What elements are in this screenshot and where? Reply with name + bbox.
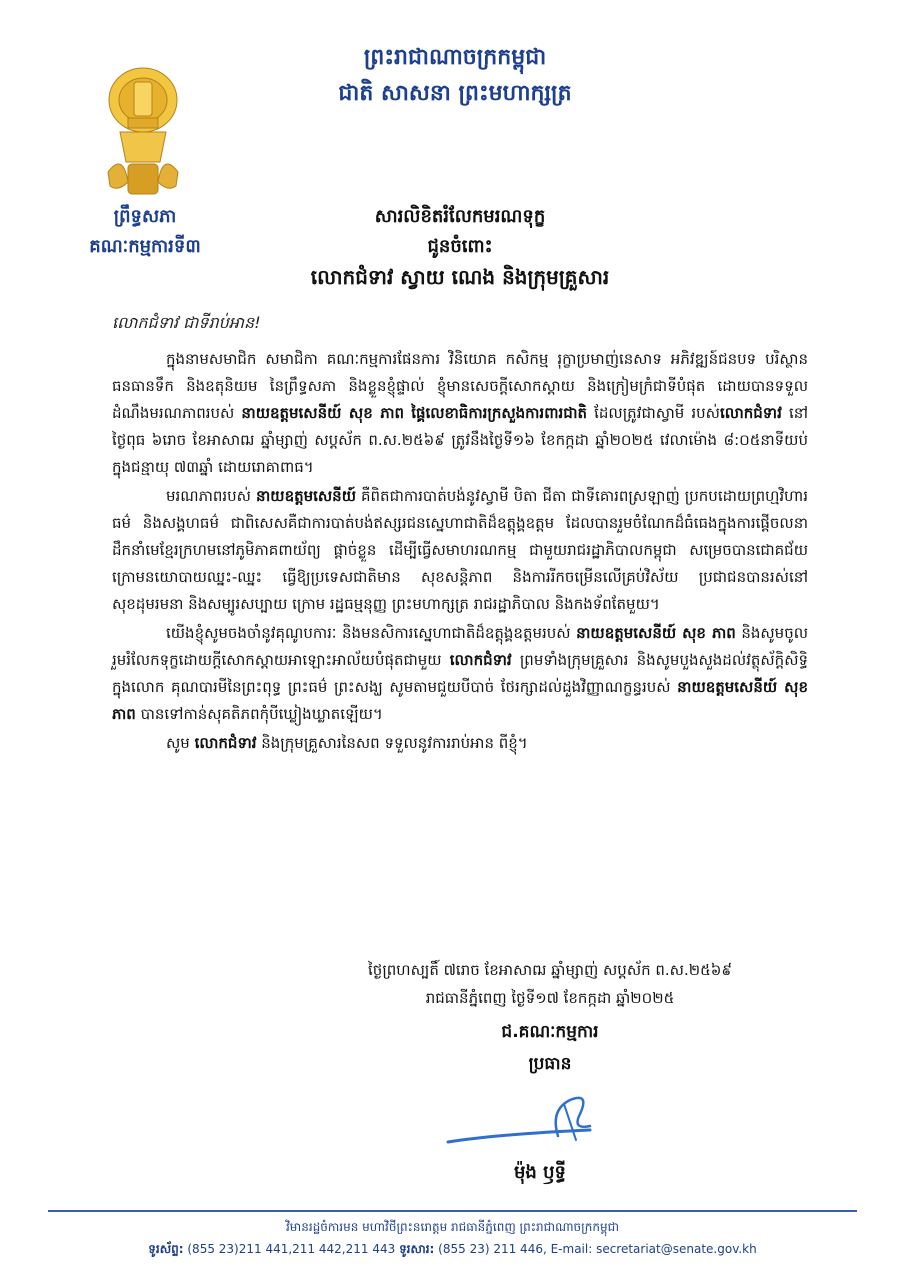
p4-text-a: សូម: [166, 734, 190, 752]
p1-general-name: នាយឧត្ដមសេនីយ៍ សុខ ភាព: [241, 404, 405, 422]
p2-general-name: នាយឧត្ដមសេនីយ៍: [256, 487, 356, 505]
senate-emblem-icon: [98, 62, 188, 202]
p1-general-title: ផ្គៃលេខាធិការក្រសួងការពារជាតិ: [411, 404, 588, 422]
p3-general-name-2: នាយឧត្ដមសេនីយ៍ សុខ ភាព: [112, 678, 808, 723]
footer-divider: [48, 1210, 857, 1212]
fax-value: (855 23) 211 446, E-mail: secretariat@senate.gov.kh: [438, 1242, 757, 1256]
phone-label: ទូរស័ព្ទ:: [148, 1242, 184, 1256]
footer-address: វិមានរដ្ឋចំការមន មហាវិថីព្រះនរោត្តម រាជធានីភ្នំពេញ ព្រះរាជាណាចក្រកម្ពុជា: [285, 1220, 619, 1234]
date-block: [300, 956, 800, 1012]
footer-contact: [48, 1238, 857, 1260]
p1-text-c: នៅថ្ងៃពុធ ៦រោច ខែអាសាឍ ឆ្នាំម្សាញ់ សប្តស័ក ព.ស.២៥៦៩ ត្រូវនឹងថ្ងៃទី១៦ ខែកក្កដា ឆ្នាំ២០២៥ វេលាម៉ោង ៨:០៥នាទីយប់ ក្នុងជន្មាយុ ៧៣ឆ្នាំ ដោយរោគាពាធ។: [112, 404, 808, 476]
paragraph-4: [112, 730, 808, 757]
kingdom-line-1: ព្រះរាជាណាចក្រកម្ពុជា: [363, 45, 547, 70]
title-line-1: សារលិខិតរំលែកមរណទុក្ខ: [374, 206, 546, 227]
paragraph-1: [112, 346, 808, 481]
p3-text-c: ព្រមទាំងក្រុមគ្រួសារ និងសូមបួងសួងដល់វត្ថុស័ក្ដិសិទ្ធិក្នុងលោក គុណបារមីនៃព្រះពុទ្ធ ព្រះធម៌ ព្រះសង្ឃ សូមតាមជួយបីបាច់ ថែរក្សាដល់ដួងវិញ្ញាណក្ខន្ធរបស់: [112, 651, 808, 696]
p3-general-name: នាយឧត្ដមសេនីយ៍ សុខ ភាព: [576, 624, 736, 642]
p3-text-a: យើងខ្ញុំសូមចងចាំនូវគុណូបការៈ និងមនសិការស្នេហាជាតិដ៏ឧត្ដុង្គឧត្ដមរបស់: [166, 624, 571, 642]
kingdom-heading: [300, 40, 610, 112]
handwritten-signature-icon: [440, 1080, 610, 1160]
p2-text-a: មរណភាពរបស់: [166, 487, 251, 505]
signer-name: ម៉ុង ឫទ្ធី: [514, 1162, 566, 1183]
p4-text-b: និងក្រុមគ្រួសារនៃសព ទទួលនូវការរាប់អាន ពីខ្ញុំ។: [261, 734, 528, 752]
paragraph-3: [112, 620, 808, 728]
signature-role: ប្រធាន: [528, 1054, 572, 1074]
date-solar: រាជធានីភ្នំពេញ ថ្ងៃទី១៧ ខែកក្កដា ឆ្នាំ២០២៥: [425, 989, 675, 1007]
phone-value: (855 23)211 441,211 442,211 443: [187, 1242, 396, 1256]
p1-text-a: ក្នុងនាមសមាជិក សមាជិកា គណៈកម្មការផែនការ វិនិយោគ កសិកម្ម រុក្ខាប្រមាញ់នេសាទ អភិវឌ្ឍន៍ជនបទ បរិស្ថាន ធនធានទឹក និងឧតុនិយម នៃព្រឹទ្ធសភា និងខ្លួនខ្ញុំផ្ទាល់ ខ្ញុំមានសេចក្ដីសោកស្ដាយ និងក្រៀមក្រំជាទីបំផុត ដោយបានទទួលដំណឹងមរណភាពរបស់: [112, 350, 808, 422]
p4-madam: លោកជំទាវ: [194, 734, 257, 752]
p1-madam: លោកជំទាវ: [719, 404, 782, 422]
p3-text-b: និងសូមចូលរួមរំលែកទុក្ខដោយក្ដីសោកស្ដាយអាឡោះអាល័យបំផុតជាមួយ: [112, 624, 808, 669]
letter-body: [112, 346, 808, 759]
date-lunar: ថ្ងៃព្រហស្បតិ៍ ៧រោច ខែអាសាឍ ឆ្នាំម្សាញ់ សប្តស័ក ព.ស.២៥៦៩: [368, 961, 732, 979]
signature-org-block: [440, 1016, 660, 1080]
senate-name: ព្រឹទ្ធសភា: [113, 206, 177, 227]
kingdom-line-2: ជាតិ សាសនា ព្រះមហាក្សត្រ: [338, 81, 572, 106]
p1-text-b: ដែលត្រូវជាស្វាមី របស់: [594, 404, 720, 422]
p2-text-b: គឺពិតជាការបាត់បង់នូវស្វាមី បិតា ជីតា ជាទីគោរពស្រឡាញ់ ប្រកបដោយព្រហ្មវិហារធម៌ និងសង្គហធម៌ ជាពិសេសគឺជាការបាត់បង់ឥស្សរជនស្នេហាជាតិដ៏ឧត្ដុង្គឧត្ដម ដែលបានរួមចំណែកដ៏ធំធេងក្នុងការផ្ដើចលនាដឹកនាំមេខ្មែរក្រហមនៅភូមិភាគពាយ័ព្យ ផ្ដាច់ខ្លួន ដើម្បីធ្វើសមាហរណកម្ម ជាមួយរាជរដ្ឋាភិបាលកម្ពុជា សម្រេចបានជោគជ័យក្រោមនយោបាយឈ្នះ-ឈ្នះ ធ្វើឱ្យប្រទេសជាតិមាន សុខសន្តិភាព និងការរីកចម្រើនលើគ្រប់វិស័យ ប្រជាជនបានរស់នៅសុខដុមរមនា និងសម្បូរសប្បាយ ក្រោម រដ្ឋធម្មនុញ្ញ ព្រះមហាក្សត្រ រាជរដ្ឋាភិបាល និងកងទ័ពតែមួយ។: [112, 487, 808, 613]
senate-commission-heading: [60, 202, 230, 262]
signature-org: ជ.គណៈកម្មការ: [501, 1022, 599, 1042]
letter-title: [260, 202, 660, 292]
title-line-2: ជូនចំពោះ: [427, 236, 493, 257]
fax-label: ទូរសារ:: [399, 1242, 435, 1256]
p3-madam: លោកជំទាវ: [449, 651, 512, 669]
paragraph-2: [112, 483, 808, 618]
footer: [48, 1216, 857, 1260]
salutation: លោកជំទាវ ជាទីរាប់អាន!: [112, 313, 261, 332]
title-addressee: លោកជំទាវ ស្វាយ ណេង និងក្រុមគ្រួសារ: [310, 265, 610, 289]
commission-name: គណៈកម្មការទី៣: [89, 236, 201, 257]
p3-text-d: បានទៅកាន់សុគតិភពកុំបីឃ្លៀងឃ្លាតឡើយ។: [140, 705, 383, 723]
